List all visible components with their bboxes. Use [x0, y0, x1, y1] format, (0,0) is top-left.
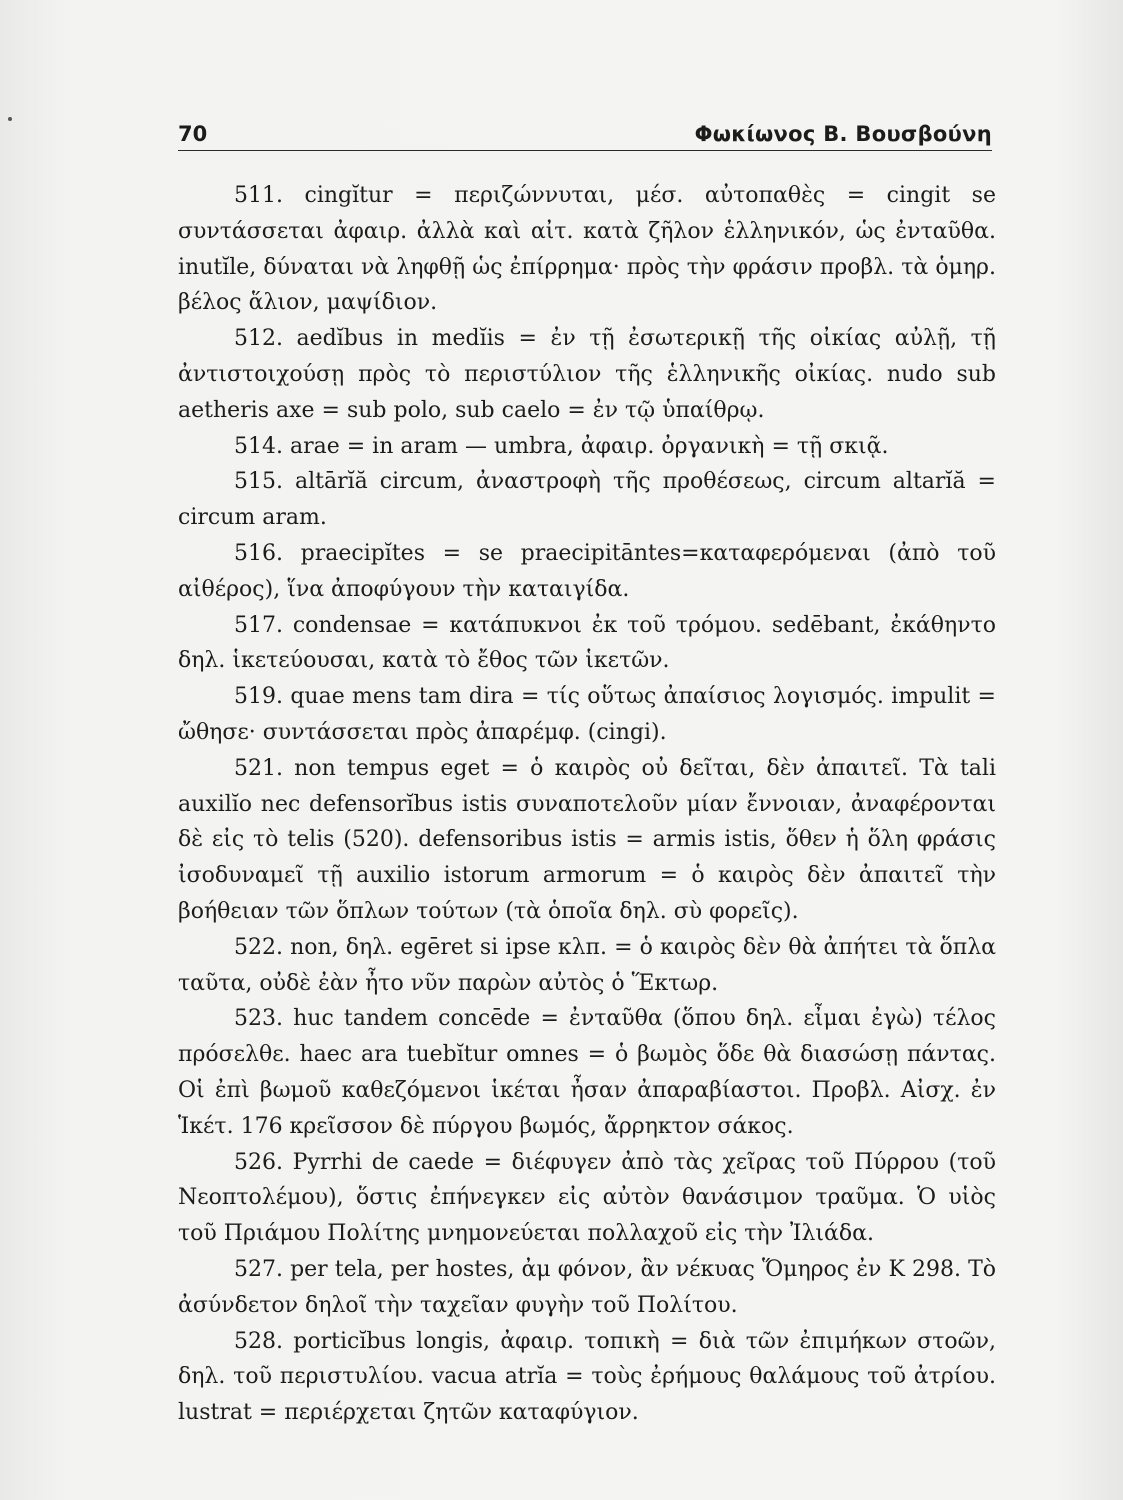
- note-522: 522. non, δηλ. egēret si ipse κλπ. = ὁ καιρὸς δὲν θὰ ἀπήτει τὰ ὅπλα ταῦτα, οὐδὲ ἐὰν ἦτο νῦν παρὼν αὐτὸς ὁ Ἕκτωρ.: [178, 934, 996, 996]
- note-512: 512. aedĭbus in medĭis = ἐν τῇ ἐσωτερικῇ τῆς οἰκίας αὐλῇ, τῇ ἀντιστοιχούσῃ πρὸς τὸ περιστύλιον τῆς ἑλληνικῆς οἰκίας. nudo sub aetheris axe = sub polo, sub caelo = ἐν τῷ ὑπαίθρῳ.: [178, 326, 996, 423]
- note-523: 523. huc tandem concēde = ἐνταῦθα (ὅπου δηλ. εἶμαι ἐγὼ) τέλος πρόσελθε. haec ara tuebĭtur omnes = ὁ βωμὸς ὅδε θὰ διασώσῃ πάντας. Οἱ ἐπὶ βωμοῦ καθεζόμενοι ἱκέται ἦσαν ἀπαραβίαστοι. Προβλ. Αἰσχ. ἐν Ἱκέτ. 176 κρεῖσσον δὲ πύργου βωμός, ἄρρηκτον σάκος.: [178, 1006, 996, 1139]
- note-519: 519. quae mens tam dira = τίς οὕτως ἀπαίσιος λογισμός. impulit = ὤθησε· συντάσσεται πρὸς ἀπαρέμφ. (cingi).: [178, 684, 996, 745]
- note-517: 517. condensae = κατάπυκνοι ἐκ τοῦ τρόμου. sedēbant, ἐκάθηντο δηλ. ἱκετεύουσαι, κατὰ τὸ ἔθος τῶν ἱκετῶν.: [178, 612, 996, 674]
- page-number: 70: [178, 122, 208, 146]
- margin-speck: [8, 117, 12, 121]
- note-514: 514. arae = in aram — umbra, ἀφαιρ. ὀργανικὴ = τῇ σκιᾷ.: [234, 433, 889, 459]
- page-header: [178, 112, 992, 151]
- note-526: 526. Pyrrhi de caede = διέφυγεν ἀπὸ τὰς χεῖρας τοῦ Πύρρου (τοῦ Νεοπτολέμου), ὅστις ἐπήνεγκεν εἰς αὐτὸν θανάσιμον τραῦμα. Ὁ υἱὸς τοῦ Πριάμου Πολίτης μνημονεύεται πολλαχοῦ εἰς τὴν Ἰλιάδα.: [178, 1149, 996, 1247]
- note-521: 521. non tempus eget = ὁ καιρὸς οὐ δεῖται, δὲν ἀπαιτεῖ. Τὰ tali auxilĭo nec defensorĭbus istis συναποτελοῦν μίαν ἔννοιαν, ἀναφέρονται δὲ εἰς τὸ telis (520). defensoribus istis = armis istis, ὅθεν ἡ ὅλη φράσις ἰσοδυναμεῖ τῇ auxilio istorum armorum = ὁ καιρὸς δὲν ἀπαιτεῖ τὴν βοήθειαν τῶν ὅπλων τούτων (τὰ ὁποῖα δηλ. σὺ φορεῖς).: [178, 755, 996, 924]
- note-528: 528. porticĭbus longis, ἀφαιρ. τοπικὴ = διὰ τῶν ἐπιμήκων στοῶν, δηλ. τοῦ περιστυλίου. vacua atrĭa = τοὺς ἐρήμους θαλάμους τοῦ ἀτρίου. lustrat = περιέρχεται ζητῶν καταφύγιον.: [178, 1328, 996, 1426]
- note-515: 515. altārĭă circum, ἀναστροφὴ τῆς προθέσεως, circum altarĭă = circum aram.: [178, 469, 996, 531]
- note-511: 511. cingĭtur = περιζώννυται, μέσ. αὐτοπαθὲς = cingit se συντάσσεται ἀφαιρ. ἀλλὰ καὶ αἰτ. κατὰ ζῆλον ἑλληνικόν, ὡς ἐνταῦθα. inutĭle, δύναται νὰ ληφθῇ ὡς ἐπίρρημα· πρὸς τὴν φράσιν προβλ. τὰ ὁμηρ. βέλος ἅλιον, μαψίδιον.: [178, 183, 996, 316]
- running-head: Φωκίωνος Β. Βουσβούνη: [694, 122, 992, 146]
- note-516: 516. praecipĭtes = se praecipitāntes=καταφερόμεναι (ἀπὸ τοῦ αἰθέρος), ἵνα ἀποφύγουν τὴν καταιγίδα.: [178, 540, 996, 602]
- commentary-body: [178, 178, 996, 1431]
- note-527: 527. per tela, per hostes, ἀμ φόνον, ἂν νέκυας Ὅμηρος ἐν Κ 298. Τὸ ἀσύνδετον δηλοῖ τὴν ταχεῖαν φυγὴν τοῦ Πολίτου.: [178, 1256, 996, 1318]
